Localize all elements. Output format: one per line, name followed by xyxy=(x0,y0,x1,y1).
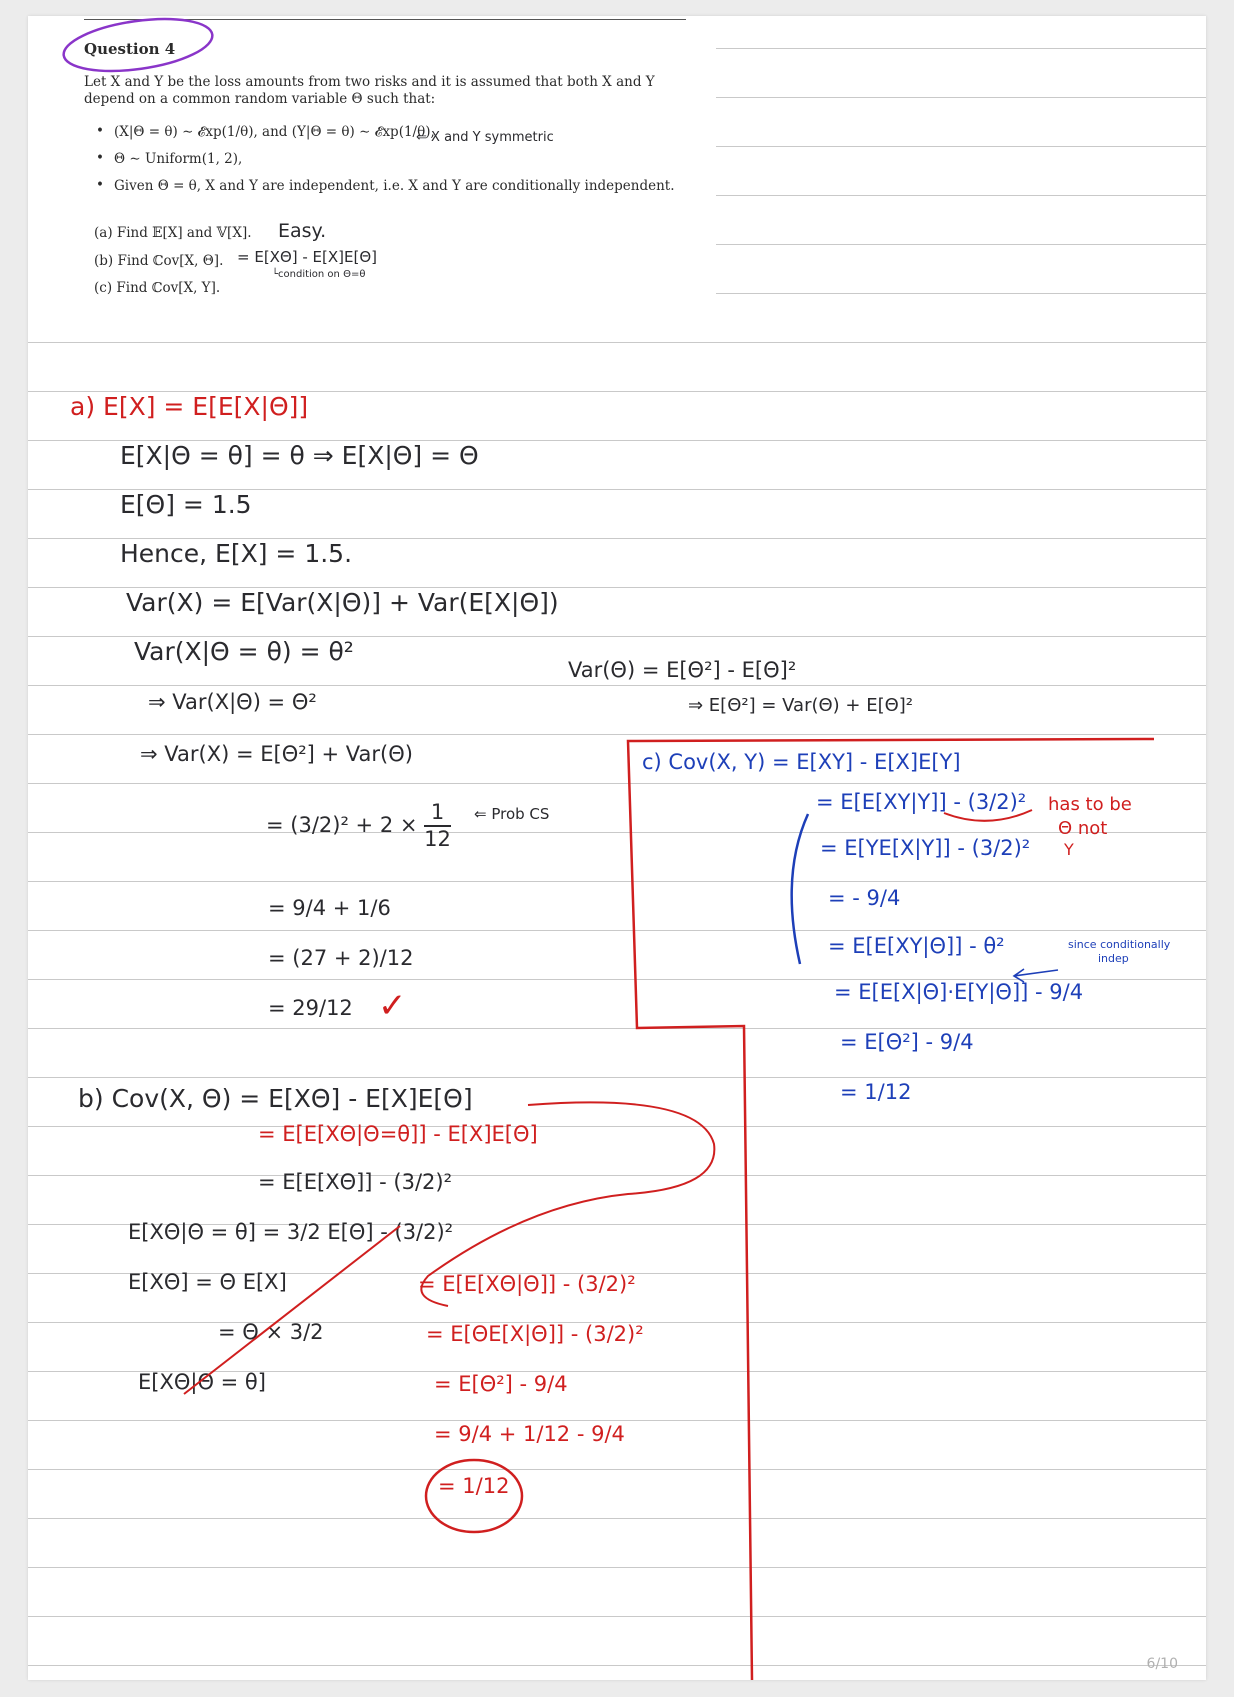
part-a-line: Hence, E[X] = 1.5. xyxy=(120,539,353,568)
calc-note: ⇐ Prob CS xyxy=(474,805,550,823)
fraction xyxy=(424,802,451,850)
ruled-line xyxy=(28,881,1206,882)
ruled-line xyxy=(28,1028,1206,1029)
part-a-calc xyxy=(266,802,451,850)
part-c-line: = E[E[XY|Θ]] - θ² xyxy=(828,934,1005,958)
part-b-header: b) Cov(X, Θ) = E[XΘ] - E[X]E[Θ] xyxy=(78,1084,473,1113)
part-a-line: ⇒ Var(X) = E[Θ²] + Var(Θ) xyxy=(140,742,413,766)
part-a-calc: = 9/4 + 1/6 xyxy=(268,896,391,920)
question-conditions xyxy=(96,124,675,205)
annotation-cov-hint: = E[XΘ] - E[X]E[Θ] xyxy=(237,248,377,266)
part-b-line: E[XΘ|Θ = θ] xyxy=(138,1370,266,1394)
part-b-line: E[XΘ|Θ = θ] = 3/2 E[Θ] - (3/2)² xyxy=(128,1220,454,1244)
annotation-easy: Easy. xyxy=(278,220,327,242)
part-b-red-line: = E[Θ²] - 9/4 xyxy=(434,1372,568,1396)
part-c-answer: = 1/12 xyxy=(840,1080,912,1104)
part-a-line: a) E[X] = E[E[X|Θ]] xyxy=(70,392,309,421)
question-part-c: (c) Find ℂov[X, Y]. xyxy=(94,280,221,296)
divider xyxy=(84,19,686,20)
ruled-line xyxy=(28,1469,1206,1470)
part-c-line: = E[E[XY|Y]] - (3/2)² xyxy=(816,790,1027,814)
check-mark-icon: ✓ xyxy=(378,986,407,1026)
side-note-var: Var(Θ) = E[Θ²] - E[Θ]² xyxy=(568,658,797,682)
condition-item: • Θ ∼ Uniform(1, 2), xyxy=(96,151,675,178)
calc-text: = (3/2)² + 2 × xyxy=(266,813,418,837)
part-c-header: c) Cov(X, Y) = E[XY] - E[X]E[Y] xyxy=(642,750,961,774)
part-a-line: Var(X) = E[Var(X|Θ)] + Var(E[X|Θ]) xyxy=(126,588,559,617)
ruled-line xyxy=(28,832,1206,833)
strike-through xyxy=(184,1226,400,1394)
part-c-line: = - 9/4 xyxy=(828,886,901,910)
side-note-var: ⇒ E[Θ²] = Var(Θ) + E[Θ]² xyxy=(688,695,914,716)
ruled-line xyxy=(28,342,1206,343)
correction-note: Y xyxy=(1064,840,1074,859)
ruled-line xyxy=(28,1077,1206,1078)
correction-note: has to be xyxy=(1048,794,1132,815)
condition-item: • (X|Θ = θ) ∼ 𝓔xp(1/θ), and (Y|Θ = θ) ∼ 𝓔xp(1/θ), xyxy=(96,124,675,151)
condition-item: • Given Θ = θ, X and Y are independent, i.e. X and Y are conditionally independent. xyxy=(96,178,675,205)
correction-note: Θ not xyxy=(1058,818,1108,839)
part-a-line: E[Θ] = 1.5 xyxy=(120,490,252,519)
annotation-symmetric: ⇐ X and Y symmetric xyxy=(416,130,554,145)
part-c-line: = E[E[X|Θ]·E[Y|Θ]] - 9/4 xyxy=(834,980,1084,1004)
ruled-line xyxy=(28,1126,1206,1127)
part-b-line: E[XΘ] = Θ E[X] xyxy=(128,1270,287,1294)
part-b-red-line: = E[ΘE[X|Θ]] - (3/2)² xyxy=(426,1322,644,1346)
ruled-line xyxy=(28,1567,1206,1568)
part-c-line: = E[YE[X|Y]] - (3/2)² xyxy=(820,836,1031,860)
part-b-red-line: = E[E[XΘ|Θ]] - (3/2)² xyxy=(418,1272,636,1296)
part-a-calc: = 29/12 xyxy=(268,996,353,1020)
part-a-line: ⇒ Var(X|Θ) = Θ² xyxy=(148,690,317,714)
bracket xyxy=(792,814,808,964)
part-c-line: = E[Θ²] - 9/4 xyxy=(840,1030,974,1054)
part-a-line: Var(X|Θ = θ) = θ² xyxy=(134,637,354,666)
ruled-line xyxy=(28,1420,1206,1421)
part-b-red-line: = E[E[XΘ|Θ=θ]] - E[X]E[Θ] xyxy=(258,1122,538,1146)
question-part-a: (a) Find 𝔼[X] and 𝕍[X]. xyxy=(94,225,252,241)
fraction-numerator: 1 xyxy=(424,802,451,827)
page-counter: 6/10 xyxy=(1146,1656,1178,1672)
note-page xyxy=(28,16,1206,1680)
side-note-conditional: indep xyxy=(1098,952,1129,965)
ruled-line xyxy=(28,1518,1206,1519)
ruled-line xyxy=(28,1616,1206,1617)
annotation-condition: └condition on Θ=θ xyxy=(272,269,366,280)
ruled-line xyxy=(28,1175,1206,1176)
part-b-answer: = 1/12 xyxy=(438,1474,510,1498)
part-b-line: = Θ × 3/2 xyxy=(218,1320,324,1344)
side-note-conditional: since conditionally xyxy=(1068,938,1171,951)
ruled-line xyxy=(28,734,1206,735)
ruled-line xyxy=(28,930,1206,931)
part-b-line: = E[E[XΘ]] - (3/2)² xyxy=(258,1170,453,1194)
question-part-b: (b) Find ℂov[X, Θ]. xyxy=(94,253,224,269)
part-a-header xyxy=(70,392,308,421)
ruled-line xyxy=(28,783,1206,784)
part-a-line: E[X|Θ = θ] = θ ⇒ E[X|Θ] = Θ xyxy=(120,441,479,470)
question-intro: Let X and Y be the loss amounts from two risks and it is assumed that both X and Y depend on a common random variable Θ such that: xyxy=(84,74,655,107)
question-title: Question 4 xyxy=(84,40,176,58)
fraction-denominator: 12 xyxy=(424,827,451,851)
part-a-calc: = (27 + 2)/12 xyxy=(268,946,414,970)
ruled-line xyxy=(28,685,1206,686)
part-b-red-line: = 9/4 + 1/12 - 9/4 xyxy=(434,1422,625,1446)
ruled-line xyxy=(28,1665,1206,1666)
question-excerpt xyxy=(28,16,716,316)
